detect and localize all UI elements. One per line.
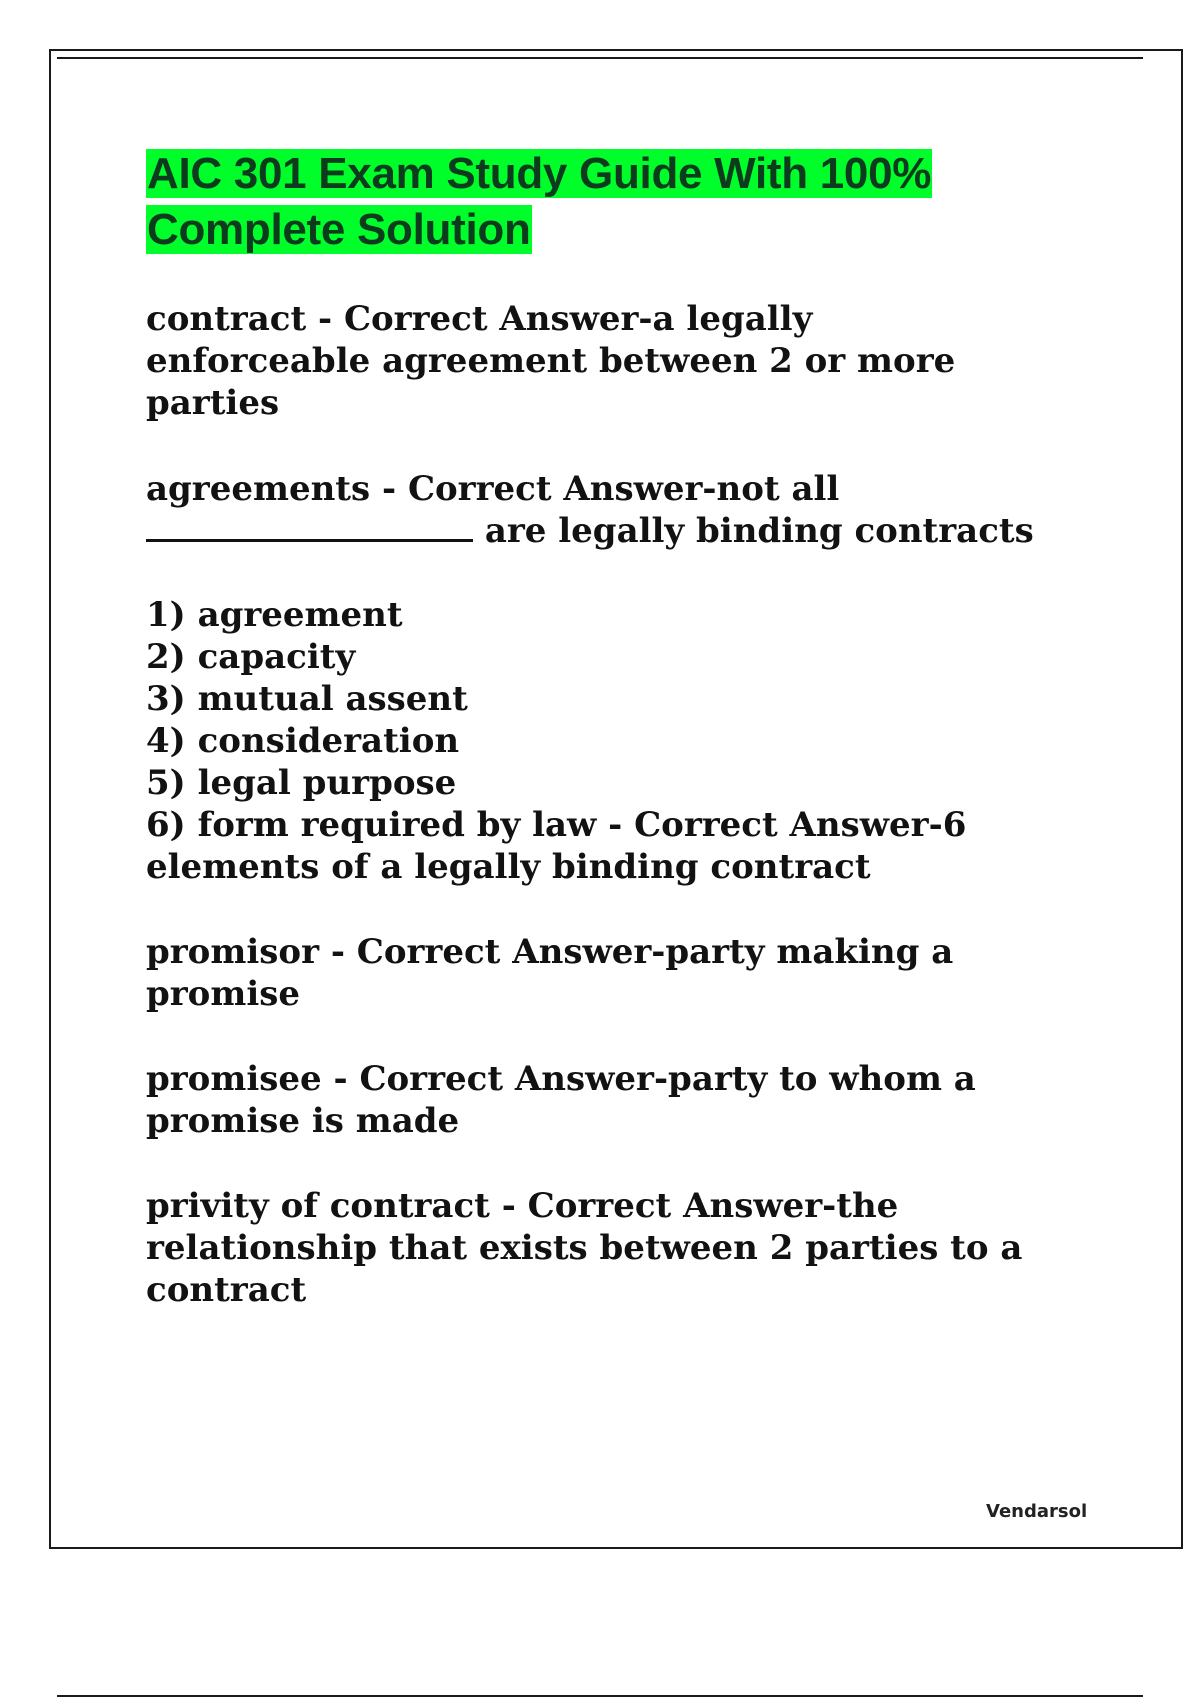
entry-contract: contract - Correct Answer-a legally enforceable agreement between 2 or more parties [146, 299, 956, 423]
title-line-2: Complete Solution [147, 205, 531, 254]
entry-contract-elements: 1) agreement 2) capacity 3) mutual assent 4) consideration 5) legal purpose 6) form required by law - Correct Answer-6 elements of a legally binding contract [146, 595, 967, 887]
bottom-rule [57, 1695, 1143, 1697]
fill-in-blank [146, 539, 473, 542]
entry-promisor: promisor - Correct Answer-party making a promise [146, 932, 954, 1014]
entry-promisee: promisee - Correct Answer-party to whom a promise is made [146, 1059, 976, 1141]
top-rule [57, 57, 1143, 59]
entry-agreements-lead: agreements - Correct Answer-not all [146, 469, 840, 509]
entry-privity-of-contract: privity of contract - Correct Answer-the relationship that exists between 2 parties to a contract [146, 1186, 1023, 1310]
document-title [146, 146, 1106, 258]
title-line-1: AIC 301 Exam Study Guide With 100% [147, 149, 932, 198]
entry-agreements [146, 468, 1106, 552]
footer-brand: Vendarsol [986, 1501, 1088, 1522]
entry-agreements-tail: are legally binding contracts [473, 511, 1034, 551]
document-body [146, 146, 1106, 1311]
